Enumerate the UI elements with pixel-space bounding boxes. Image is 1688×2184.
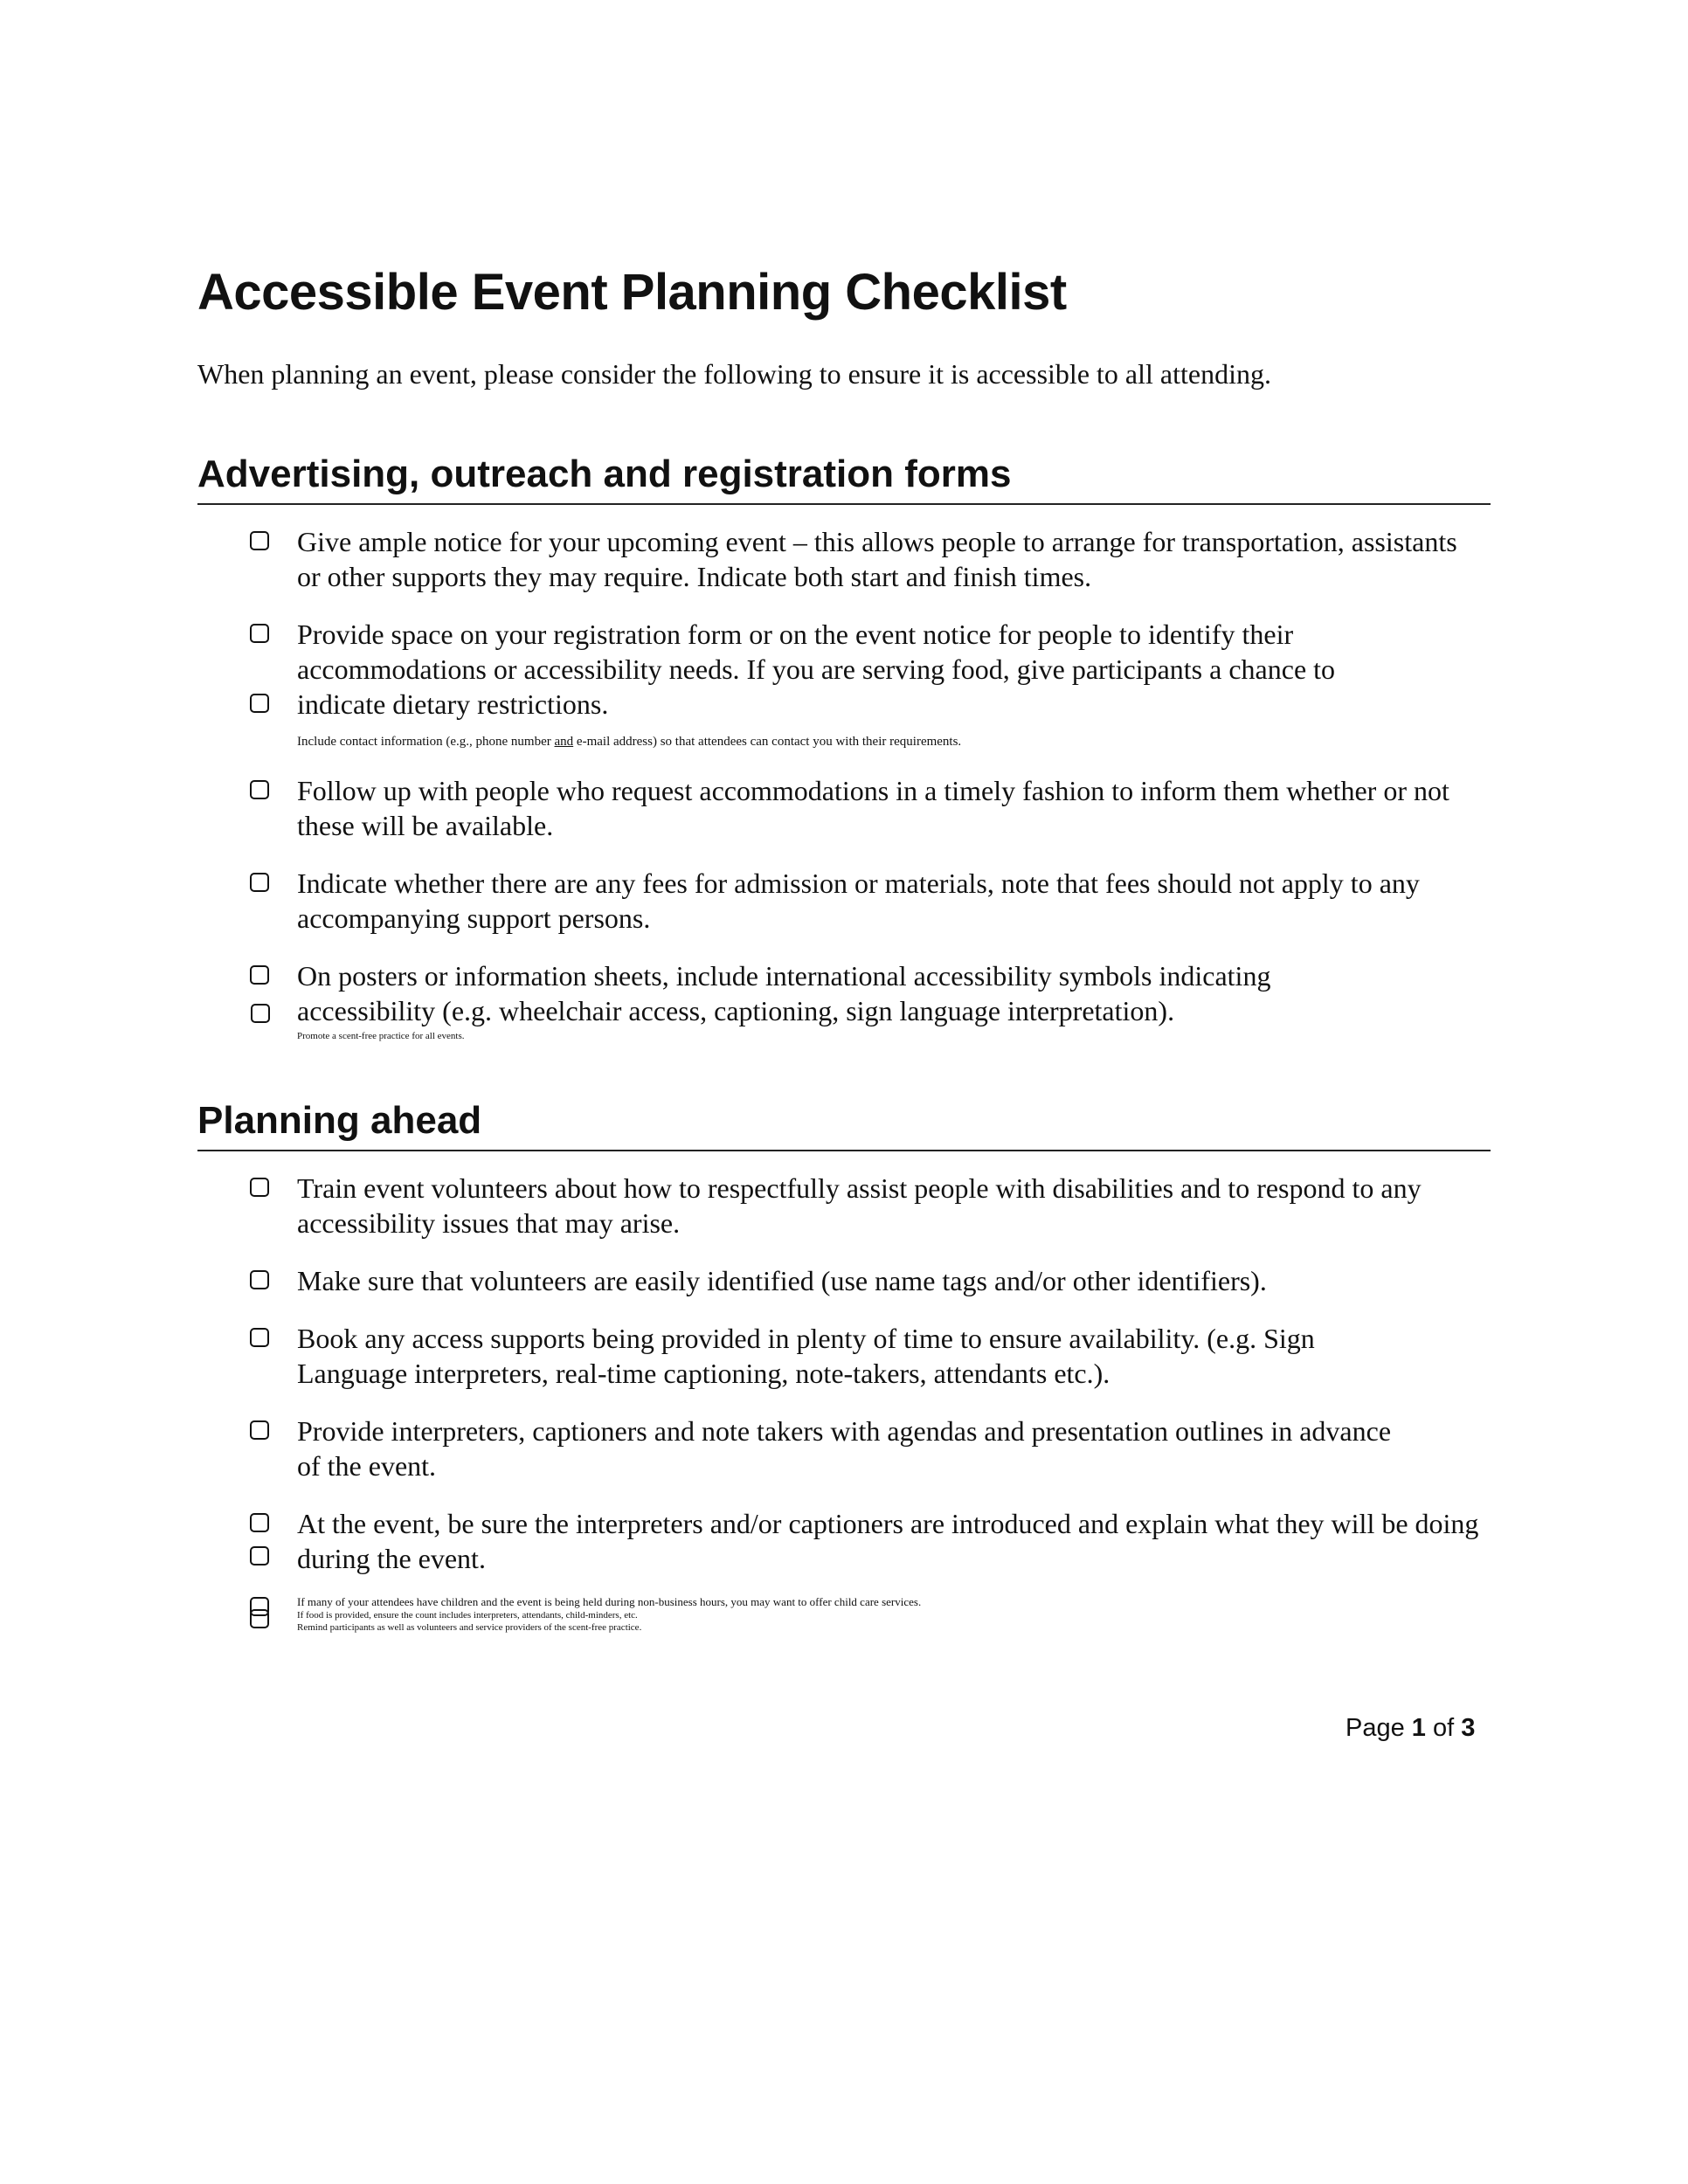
- section-heading-advertising: Advertising, outreach and registration forms: [197, 452, 1491, 505]
- checkbox[interactable]: [250, 694, 269, 713]
- checklist-item: [197, 1506, 1491, 1576]
- checklist-advertising: [197, 524, 1491, 1042]
- checklist-item-text: Indicate whether there are any fees for admission or materials, note that fees should not apply to any accompanying support persons.: [297, 867, 1420, 934]
- checkbox[interactable]: [250, 1609, 269, 1628]
- checkbox[interactable]: [250, 780, 269, 799]
- checklist-item-text: Give ample notice for your upcoming event – this allows people to arrange for transportation, assistants or other supports they may require. Indicate both start and finish times.: [297, 525, 1457, 592]
- checkbox[interactable]: [250, 1328, 269, 1347]
- section-heading-planning: Planning ahead: [197, 1098, 1491, 1151]
- page-label: Page: [1346, 1714, 1405, 1742]
- checklist-item: [197, 1413, 1491, 1483]
- page-number: [1346, 1714, 1475, 1743]
- current-page: 1: [1411, 1714, 1426, 1742]
- checklist-item-text: Make sure that volunteers are easily identified (use name tags and/or other identifiers).: [297, 1264, 1267, 1296]
- checklist-item: [197, 773, 1491, 843]
- checklist-item-text: On posters or information sheets, include international accessibility symbols indicating accessibility (e.g. wheelchair access, captioning, sign language interpretation).: [297, 959, 1271, 1026]
- intro-paragraph: When planning an event, please consider the following to ensure it is accessible to all attending.: [197, 357, 1271, 390]
- checkbox[interactable]: [251, 1004, 270, 1023]
- checkbox[interactable]: [250, 873, 269, 892]
- checkbox[interactable]: [250, 965, 269, 985]
- checkbox[interactable]: [250, 1420, 269, 1440]
- scent-free-reminder-note: Remind participants as well as volunteers and service providers of the scent-free practice.: [297, 1621, 642, 1633]
- checklist-item-text: Provide space on your registration form or on the event notice for people to identify their accommodations or accessibility needs. If you are serving food, give participants a chance to indicate dietary restrictions.: [297, 618, 1336, 720]
- note-text: Include contact information (e.g., phone number: [297, 734, 555, 749]
- checklist-item: [197, 1171, 1491, 1241]
- checklist-item-text: Provide interpreters, captioners and note takers with agendas and presentation outlines in advance of the event.: [297, 1414, 1392, 1482]
- checklist-item: [197, 866, 1491, 936]
- checklist-item: [197, 1263, 1491, 1298]
- note-underlined-text: and: [554, 734, 574, 749]
- checklist-item: [197, 617, 1491, 750]
- checkbox[interactable]: [250, 1546, 269, 1565]
- total-pages: 3: [1461, 1714, 1476, 1742]
- checkbox[interactable]: [250, 1270, 269, 1289]
- checklist-item-text: At the event, be sure the interpreters and/or captioners are introduced and explain what they will be doing during the event.: [297, 1507, 1479, 1574]
- child-care-note: If many of your attendees have children and the event is being held during non-business hours, you may want to offer child care services.: [297, 1594, 922, 1608]
- checklist-item: [197, 958, 1491, 1042]
- contact-note: [297, 734, 1491, 750]
- checkbox[interactable]: [250, 531, 269, 550]
- page-of-label: of: [1433, 1714, 1455, 1742]
- scent-free-note: Promote a scent-free practice for all events.: [297, 1030, 465, 1041]
- checkbox[interactable]: [250, 1178, 269, 1197]
- additional-notes: [197, 1595, 1491, 1634]
- checkbox[interactable]: [250, 1513, 269, 1532]
- checklist-item-text: Train event volunteers about how to respectfully assist people with disabilities and to respond to any accessibility issues that may arise.: [297, 1171, 1422, 1239]
- food-count-note: If food is provided, ensure the count includes interpreters, attendants, child-minders, etc.: [297, 1609, 638, 1621]
- checklist-item: [197, 524, 1491, 594]
- page-content: [197, 262, 1491, 1634]
- checklist-item: [197, 1321, 1491, 1391]
- checkbox[interactable]: [250, 624, 269, 643]
- note-text: e-mail address) so that attendees can contact you with their requirements.: [573, 734, 962, 749]
- checklist-item-text: Follow up with people who request accommodations in a timely fashion to inform them whether or not these will be available.: [297, 774, 1449, 841]
- page-title: Accessible Event Planning Checklist: [197, 264, 1067, 321]
- checklist-item-text: Book any access supports being provided in plenty of time to ensure availability. (e.g. Sign Language interpreters, real-time captioning, note-takers, attendants etc.).: [297, 1322, 1315, 1389]
- checklist-planning: [197, 1171, 1491, 1634]
